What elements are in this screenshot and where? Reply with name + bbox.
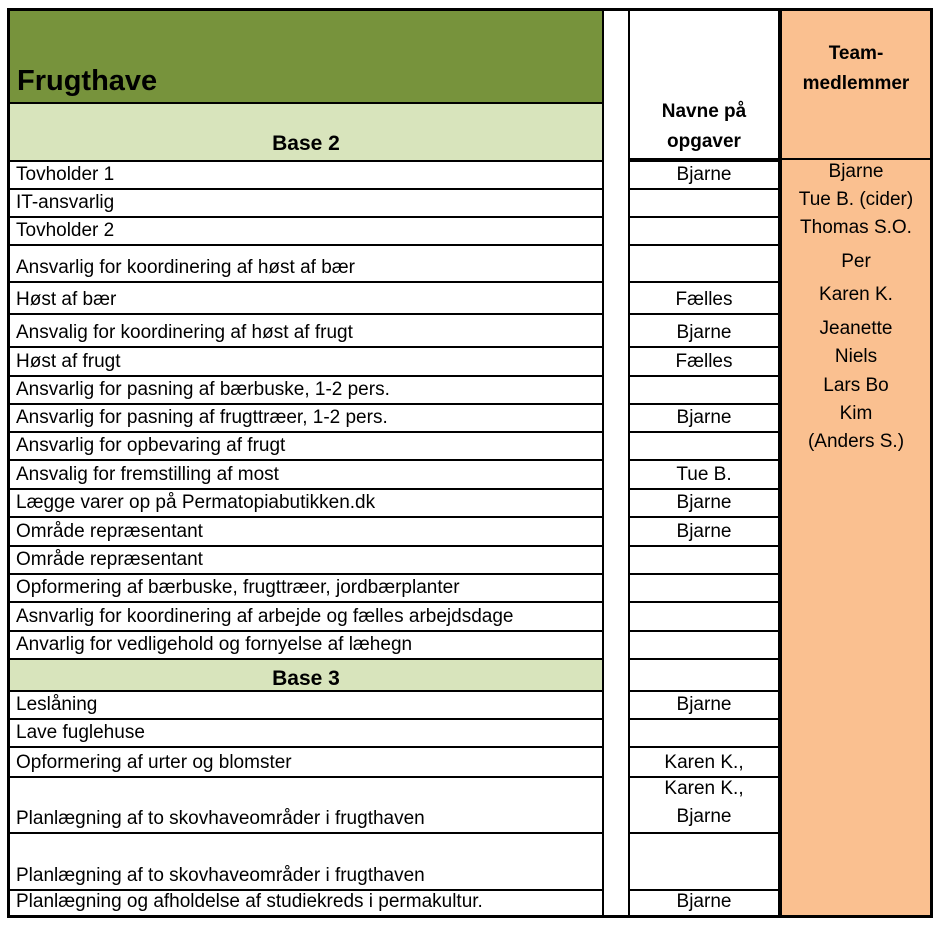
task-row-divider (10, 488, 604, 490)
team-member: Bjarne (828, 161, 884, 182)
team-member: Tue B. (cider) (798, 189, 914, 210)
assignee-name: Bjarne (676, 492, 732, 513)
task-label: Leslåning (16, 694, 98, 715)
name-row-divider (628, 160, 780, 162)
task-label: Planlægning og afholdelse af studiekreds i permakultur. (16, 891, 483, 912)
assignee-name: Bjarne (676, 407, 732, 428)
section-divider (10, 690, 604, 692)
task-row-divider (10, 431, 604, 433)
task-row-divider (10, 630, 604, 632)
task-label: Høst af bær (16, 289, 117, 310)
names-header-line-2: opgaver (667, 131, 741, 152)
task-row-divider (10, 718, 604, 720)
task-label: Lægge varer op på Permatopiabutikken.dk (16, 492, 376, 513)
names-column-left-border (628, 11, 630, 915)
name-row-divider (628, 630, 780, 632)
team-members-column (780, 11, 930, 915)
task-row-divider (10, 281, 604, 283)
task-label: Opformering af bærbuske, frugttræer, jordbærplanter (16, 577, 460, 598)
assignee-name: Fælles (675, 289, 733, 310)
task-label: Planlægning af to skovhaveområder i frugthaven (16, 808, 425, 829)
task-row-divider (10, 375, 604, 377)
task-row-divider (10, 573, 604, 575)
names-header-line-1: Navne på (661, 101, 747, 122)
name-row-divider (628, 573, 780, 575)
name-row-divider (628, 545, 780, 547)
gap-column-left-border (602, 11, 604, 915)
names-column-right-border (778, 11, 780, 915)
name-row-divider (628, 431, 780, 433)
name-row-divider (628, 244, 780, 246)
task-label: Ansvarlig for pasning af frugttræer, 1-2 pers. (16, 407, 388, 428)
assignee-name: Fælles (675, 351, 733, 372)
section-header-base-2 (10, 104, 604, 160)
task-label: Ansvalig for fremstilling af most (16, 464, 279, 485)
name-row-divider (628, 375, 780, 377)
name-row-divider (628, 403, 780, 405)
team-member: Jeanette (819, 318, 893, 339)
name-row-divider (628, 488, 780, 490)
task-label: Ansvarlig for pasning af bærbuske, 1-2 pers. (16, 379, 390, 400)
task-label: Høst af frugt (16, 351, 121, 372)
assignee-name: Bjarne (676, 694, 732, 715)
sheet-title: Frugthave (17, 65, 158, 97)
team-member: Thomas S.O. (800, 217, 912, 238)
name-row-divider (628, 718, 780, 720)
task-row-divider (10, 403, 604, 405)
assignee-name: Bjarne (676, 164, 732, 185)
team-header-line-1: Team- (828, 43, 884, 64)
task-row-divider (10, 188, 604, 190)
task-row-divider (10, 601, 604, 603)
task-label: Tovholder 2 (16, 220, 115, 241)
name-row-divider (628, 601, 780, 603)
team-header-line-2: medlemmer (802, 73, 910, 94)
task-row-divider (10, 313, 604, 315)
task-row-divider (10, 832, 604, 834)
assignee-name: Bjarne (676, 891, 732, 912)
name-row-divider (628, 346, 780, 348)
name-row-divider (628, 746, 780, 748)
task-label: IT-ansvarlig (16, 192, 115, 213)
section-label: Base 2 (272, 132, 340, 155)
name-row-divider (628, 516, 780, 518)
assignee-name: Tue B. (676, 464, 732, 485)
section-divider (10, 658, 604, 660)
section-label: Base 3 (272, 667, 340, 690)
task-label: Område repræsentant (16, 521, 203, 542)
name-row-divider (628, 690, 780, 692)
name-row-divider (628, 313, 780, 315)
task-row-divider (10, 746, 604, 748)
task-row-divider (10, 346, 604, 348)
task-row-divider (10, 776, 604, 778)
assignee-name: Karen K., (664, 778, 744, 799)
team-member: Per (841, 251, 871, 272)
team-header-divider (782, 158, 930, 160)
name-row-divider (628, 658, 780, 660)
task-label: Ansvalig for koordinering af høst af frugt (16, 322, 353, 343)
task-label: Ansvarlig for koordinering af høst af bær (16, 257, 355, 278)
task-label: Tovholder 1 (16, 164, 115, 185)
team-member: Lars Bo (823, 375, 889, 396)
task-label: Ansvarlig for opbevaring af frugt (16, 435, 286, 456)
names-column-header (628, 11, 780, 160)
task-label: Anvarlig for vedligehold og fornyelse af læhegn (16, 634, 413, 655)
name-row-divider (628, 188, 780, 190)
task-row-divider (10, 244, 604, 246)
task-label: Område repræsentant (16, 549, 203, 570)
name-row-divider (628, 832, 780, 834)
assignee-name: Karen K., (664, 752, 744, 773)
task-label: Lave fuglehuse (16, 722, 145, 743)
assignee-name: Bjarne (676, 806, 732, 827)
task-row-divider (10, 516, 604, 518)
task-row-divider (10, 459, 604, 461)
team-member: Niels (834, 346, 878, 367)
task-row-divider (10, 160, 604, 162)
section-header-base-3 (10, 658, 604, 690)
spreadsheet-table (7, 8, 933, 918)
task-label: Planlægning af to skovhaveområder i frugthaven (16, 865, 425, 886)
task-label: Opformering af urter og blomster (16, 752, 292, 773)
task-label: Asnvarlig for koordinering af arbejde og fælles arbejdsdage (16, 606, 514, 627)
title-cell (10, 11, 604, 104)
name-row-divider (628, 281, 780, 283)
assignee-name: Bjarne (676, 521, 732, 542)
task-row-divider (10, 216, 604, 218)
team-member: Karen K. (819, 284, 893, 305)
team-member: (Anders S.) (807, 431, 905, 452)
name-row-divider (628, 459, 780, 461)
team-member: Kim (839, 403, 873, 424)
name-row-divider (628, 216, 780, 218)
assignee-name: Bjarne (676, 322, 732, 343)
task-row-divider (10, 545, 604, 547)
